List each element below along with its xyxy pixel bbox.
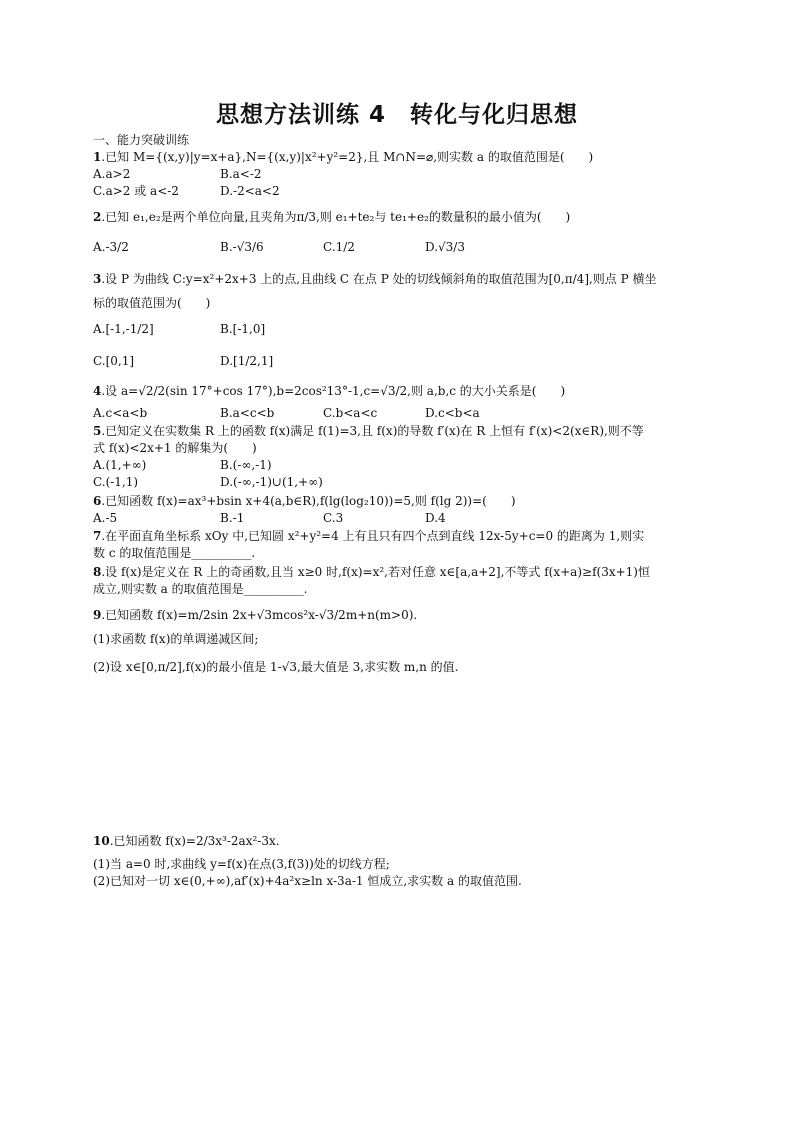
- question-number: 2: [93, 210, 102, 224]
- q5-option-d: D.(-∞,-1)∪(1,+∞): [220, 475, 323, 489]
- question-number: 5: [93, 424, 102, 438]
- q3-option-c: C.[0,1]: [93, 354, 135, 368]
- question-text: .已知定义在实数集 R 上的函数 f(x)满足 f(1)=3,且 f(x)的导数 f′(x)在 R 上恒有 f′(x)<2(x∈R),则不等: [101, 424, 644, 438]
- question-number: 4: [93, 384, 102, 398]
- question-number: 9: [93, 608, 102, 622]
- q4-option-c: C.b<a<c: [323, 406, 378, 420]
- question-text: .已知 e₁,e₂是两个单位向量,且夹角为π/3,则 e₁+te₂与 te₁+e₂的数量积的最小值为( ): [101, 210, 571, 224]
- question-number: 8: [93, 565, 102, 579]
- question-4-stem: [93, 384, 565, 399]
- section-heading: 一、能力突破训练: [93, 133, 190, 147]
- question-9-part-2: (2)设 x∈[0,π/2],f(x)的最小值是 1-√3,最大值是 3,求实数 m,n 的值.: [93, 660, 459, 674]
- q2-option-b: B.-√3/6: [220, 240, 264, 254]
- question-5-stem: [93, 424, 644, 439]
- question-7-stem: [93, 529, 644, 544]
- question-6-stem: [93, 494, 516, 509]
- q6-option-a: A.-5: [93, 511, 118, 525]
- q3-option-b: B.[-1,0]: [220, 322, 266, 336]
- question-3-stem: [93, 272, 657, 287]
- q5-option-c: C.(-1,1): [93, 475, 139, 489]
- page-title: 思想方法训练 4 转化与化归思想: [215, 102, 578, 128]
- q4-option-d: D.c<b<a: [425, 406, 480, 420]
- q4-option-a: A.c<a<b: [93, 406, 148, 420]
- question-9-stem: [93, 608, 417, 623]
- q5-option-a: A.(1,+∞): [93, 458, 147, 472]
- q2-option-d: D.√3/3: [425, 240, 465, 254]
- question-9-part-1: (1)求函数 f(x)的单调递减区间;: [93, 632, 259, 646]
- q1-option-d: D.-2<a<2: [220, 184, 280, 198]
- question-1-stem: [93, 150, 593, 165]
- question-text: .在平面直角坐标系 xOy 中,已知圆 x²+y²=4 上有且只有四个点到直线 12x-5y+c=0 的距离为 1,则实: [101, 529, 645, 543]
- question-number: 3: [93, 272, 102, 286]
- q2-option-c: C.1/2: [323, 240, 355, 254]
- q3-option-d: D.[1/2,1]: [220, 354, 274, 368]
- question-text: .设 P 为曲线 C:y=x²+2x+3 上的点,且曲线 C 在点 P 处的切线倾斜角的取值范围为[0,π/4],则点 P 横坐: [101, 272, 657, 286]
- question-text: .设 a=√2/2(sin 17°+cos 17°),b=2cos²13°-1,c=√3/2,则 a,b,c 的大小关系是( ): [101, 384, 566, 398]
- question-number: 1: [93, 150, 102, 164]
- q6-option-d: D.4: [425, 511, 446, 525]
- q4-option-b: B.a<c<b: [220, 406, 275, 420]
- question-text: .设 f(x)是定义在 R 上的奇函数,且当 x≥0 时,f(x)=x²,若对任意 x∈[a,a+2],不等式 f(x+a)≥f(3x+1)恒: [101, 565, 650, 579]
- question-7-stem-cont: 数 c 的取值范围是__________.: [93, 546, 256, 560]
- q6-option-b: B.-1: [220, 511, 245, 525]
- question-text: .已知函数 f(x)=2/3x³-2ax²-3x.: [109, 834, 280, 848]
- question-text: .已知函数 f(x)=ax³+bsin x+4(a,b∈R),f(lg(log₂10))=5,则 f(lg 2))=( ): [101, 494, 516, 508]
- q1-option-c: C.a>2 或 a<-2: [93, 184, 179, 198]
- q5-option-b: B.(-∞,-1): [220, 458, 272, 472]
- question-10-part-2: (2)已知对一切 x∈(0,+∞),af′(x)+4a²x≥ln x-3a-1 恒成立,求实数 a 的取值范围.: [93, 874, 522, 888]
- q1-option-a: A.a>2: [93, 167, 131, 181]
- question-2-stem: [93, 210, 570, 225]
- question-10-stem: [93, 834, 280, 849]
- question-10-part-1: (1)当 a=0 时,求曲线 y=f(x)在点(3,f(3))处的切线方程;: [93, 857, 390, 871]
- question-3-stem-cont: 标的取值范围为( ): [93, 296, 211, 310]
- question-number: 6: [93, 494, 102, 508]
- q2-option-a: A.-3/2: [93, 240, 129, 254]
- question-text: .已知 M={(x,y)|y=x+a},N={(x,y)|x²+y²=2},且 M∩N=⌀,则实数 a 的取值范围是( ): [101, 150, 594, 164]
- question-5-stem-cont: 式 f(x)<2x+1 的解集为( ): [93, 441, 257, 455]
- q6-option-c: C.3: [323, 511, 344, 525]
- question-8-stem-cont: 成立,则实数 a 的取值范围是__________.: [93, 582, 308, 596]
- question-number: 10: [93, 834, 110, 848]
- question-8-stem: [93, 565, 650, 580]
- q3-option-a: A.[-1,-1/2]: [93, 322, 154, 336]
- q1-option-b: B.a<-2: [220, 167, 262, 181]
- question-number: 7: [93, 529, 102, 543]
- question-text: .已知函数 f(x)=m/2sin 2x+√3mcos²x-√3/2m+n(m>0).: [101, 608, 418, 622]
